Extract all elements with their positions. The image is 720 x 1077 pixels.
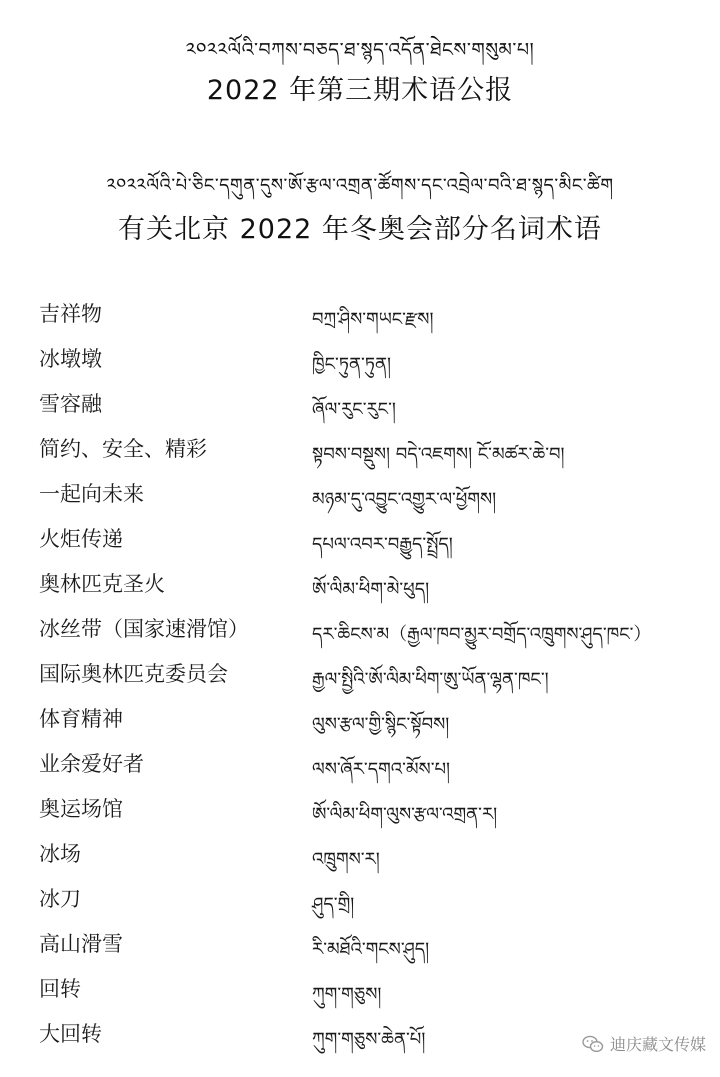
term-tibetan: བཀྲ་ཤིས་གཡང་རྫས། xyxy=(312,309,434,330)
term-chinese: 奥运场馆 xyxy=(39,797,123,821)
term-list xyxy=(0,294,720,1059)
page-subtitle: 有关北京 2022 年冬奥会部分名词术语 xyxy=(118,214,602,245)
term-row xyxy=(0,924,720,969)
term-tibetan: ཁྱིང་ཏུན་ཏུན། xyxy=(312,354,392,375)
term-chinese: 冰丝带（国家速滑馆） xyxy=(39,617,249,641)
term-tibetan: ཨོ་ལིམ་ཕིག་ལུས་རྩལ་འགྲན་ར། xyxy=(312,804,498,825)
term-chinese: 体育精神 xyxy=(39,707,123,731)
term-tibetan: ལས་ཞོར་དགའ་མོས་པ། xyxy=(312,759,451,780)
term-row xyxy=(0,564,720,609)
term-row xyxy=(0,474,720,519)
term-row xyxy=(0,834,720,879)
term-chinese: 吉祥物 xyxy=(39,302,102,326)
term-tibetan: ཤུད་གྲི། xyxy=(312,894,355,915)
term-tibetan: རི་མཐོའི་གངས་ཤུད། xyxy=(312,939,430,960)
term-chinese: 雪容融 xyxy=(39,392,102,416)
term-chinese: 火炬传递 xyxy=(39,527,123,551)
tibetan-title-1: ༢༠༢༢ལོའི་བཀས་བཅད་ཐ་སྙད་འདོན་ཐེངས་གསུམ་པ། xyxy=(185,39,535,61)
term-tibetan: དཔལ་འབར་བརྒྱུད་སྤྲོད། xyxy=(312,534,453,555)
term-chinese: 冰墩墩 xyxy=(39,347,102,371)
term-tibetan: འཁྲུགས་ར། xyxy=(312,849,380,870)
term-tibetan: རྒྱལ་སྤྱིའི་ཨོ་ལིམ་ཕིག་ཨུ་ཡོན་ལྷན་ཁང་། xyxy=(312,669,549,690)
term-row xyxy=(0,699,720,744)
term-chinese: 业余爱好者 xyxy=(39,752,144,776)
term-row xyxy=(0,429,720,474)
term-row xyxy=(0,609,720,654)
term-chinese: 冰场 xyxy=(39,842,81,866)
term-row xyxy=(0,789,720,834)
term-chinese: 简约、安全、精彩 xyxy=(39,437,207,461)
term-row xyxy=(0,384,720,429)
term-row xyxy=(0,879,720,924)
term-chinese: 一起向未来 xyxy=(39,482,144,506)
term-tibetan: མཉམ་དུ་འབྱུང་འགྱུར་ལ་ཕྱོགས། xyxy=(312,489,497,510)
term-tibetan: སྟབས་བསྡུས། བདེ་འཇགས། ངོ་མཚར་ཆེ་བ། xyxy=(312,444,565,465)
term-tibetan: ཨོ་ལིམ་ཕིག་མེ་ཕུད། xyxy=(312,579,430,600)
page-title: 2022 年第三期术语公报 xyxy=(206,75,514,106)
term-chinese: 大回转 xyxy=(39,1022,102,1046)
watermark-text: 迪庆藏文传媒 xyxy=(609,1035,706,1054)
term-row xyxy=(0,969,720,1014)
term-chinese: 冰刀 xyxy=(39,887,81,911)
term-row xyxy=(0,519,720,564)
term-tibetan: ལུས་རྩལ་གྱི་སྙིང་སྟོབས། xyxy=(312,714,450,735)
watermark xyxy=(582,1032,706,1055)
term-tibetan: དར་ཆིངས་མ（རྒྱལ་ཁབ་མྱུར་བགྲོད་འཁྲུགས་ཤུད་ཁང་） xyxy=(312,624,652,645)
term-chinese: 国际奥林匹克委员会 xyxy=(39,662,228,686)
wechat-icon xyxy=(582,1035,604,1053)
term-tibetan: ཀུག་གཅུས་ཆེན་པོ། xyxy=(312,1029,426,1050)
tibetan-subtitle: ༢༠༢༢ལོའི་པེ་ཅིང་དགུན་དུས་ཨོ་རྩལ་འགྲན་ཚོགས་དང་འབྲེལ་བའི་ཐ་སྙད་མིང་ཚིག xyxy=(106,175,614,196)
term-chinese: 回转 xyxy=(39,977,81,1001)
term-chinese: 高山滑雪 xyxy=(39,932,123,956)
term-row xyxy=(0,294,720,339)
term-tibetan: ཞོལ་རུང་རུང་། xyxy=(312,399,396,420)
term-tibetan: ཀུག་གཅུས། xyxy=(312,984,382,1005)
term-row xyxy=(0,654,720,699)
term-chinese: 奥林匹克圣火 xyxy=(39,572,165,596)
term-row xyxy=(0,744,720,789)
term-row xyxy=(0,339,720,384)
